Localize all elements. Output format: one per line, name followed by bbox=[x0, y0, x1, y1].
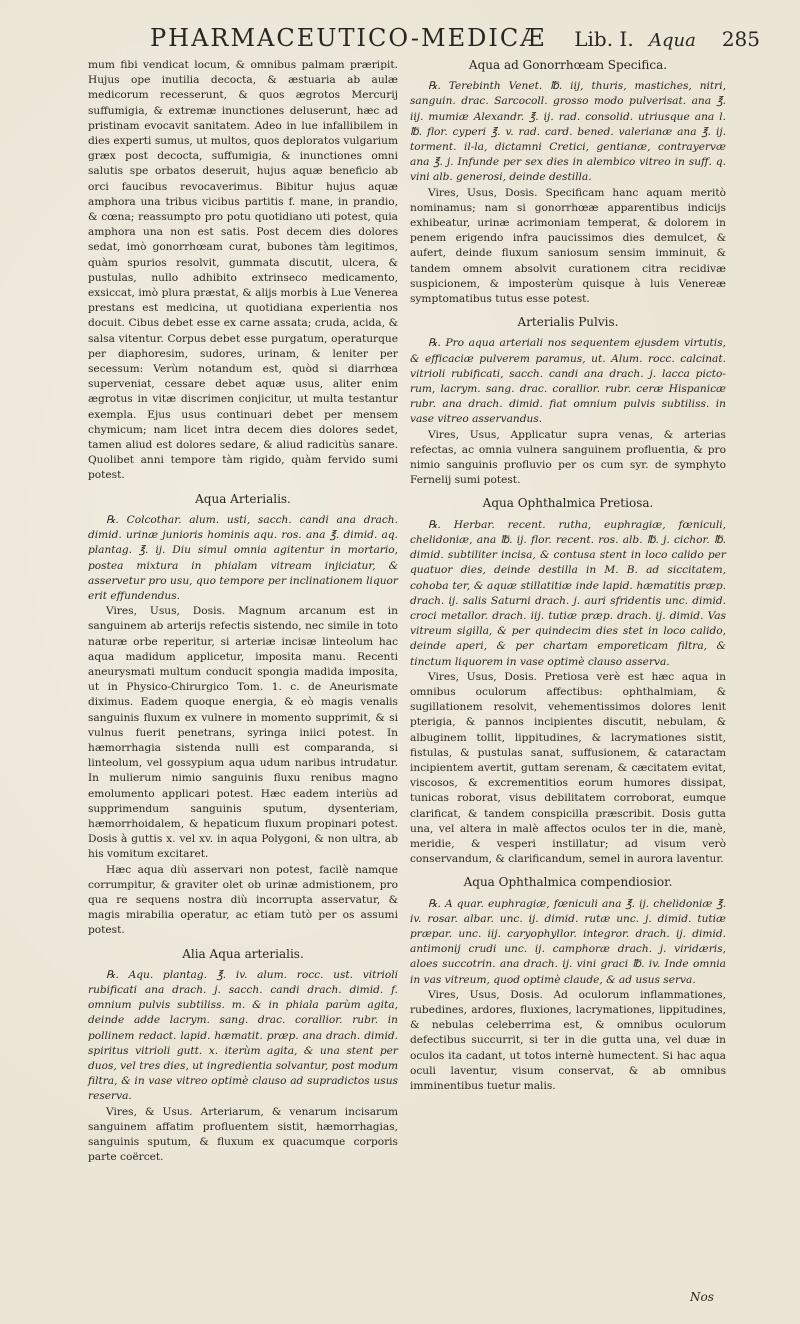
section-heading: Aqua Ophthalmica compendiosior. bbox=[463, 875, 673, 890]
paragraph: Vires, Usus, Dosis. Specificam hanc aquam meritò nominamus; nam si gonorrhœæ apparentibus indicijs exhibeatur, urinæ acrimoniam temperat, & dolorem in penem erigendo infra paucissimos dies demulcet, & aufert, deinde fluxum saniosum sensim imminuit, & tandem omnem absolvit curationem citra recidivæ suspicionem, & imposterùm quisque à luis Venereæ symptomatibus tutus esse potest. bbox=[410, 186, 726, 306]
section-heading: Alia Aqua arterialis. bbox=[182, 946, 304, 961]
left-column bbox=[88, 58, 398, 1165]
page-number: 285 bbox=[721, 27, 760, 51]
running-title: PHARMACEUTICO-MEDICÆ bbox=[150, 24, 547, 52]
recipe-paragraph: ℞. A quar. euphragiæ, fœniculi ana ℥. ij. chelidoniæ ℥. iv. rosar. albar. unc. ij. dimid. rutæ unc. j. dimid. tutiæ præpar. unc. iij. caryophyllor. integror. drach. ij. dimid. antimonij crudi unc. ij. camphoræ drach. j. viridæris, aloes succotrin. ana drach. ij. vini graci ℔. iv. Inde omnia in vas vitreum, quod optimè claude, & ad usus serva. bbox=[410, 897, 726, 986]
section-heading: Aqua Arterialis. bbox=[195, 491, 291, 506]
recipe-paragraph: ℞. Pro aqua arteriali nos sequentem ejusdem virtutis, & efficaciæ pulverem paramus, ut. Alum. rocc. calcinat. vitrioli rubificati, sacch. candi ana drach. j. lacca picto-rum, lacrym. sang. drac. corallior. rubr. ceræ Hispanicæ rubr. ana drach. dimid. fiat omnium pulvis subtiliss. in vase vitreo asservandus. bbox=[410, 337, 726, 426]
paragraph: mum fibi vendicat locum, & omnibus palmam præripit. Hujus ope inutilia decocta, & æstuaria ab aulæ medicorum recesserunt, & quos ægrotos Mercurij suffumigia, & extremæ inunctiones deluserunt, hæc ad pristinam evocavit sanitatem. Adeo in lue infallibilem in dies experti sumus, ut multos, quos deploratos vulgarium græx post decocta, suffumigia, & inunctiones omni salutis spe orbatos deseruit, hujus aquæ beneficio ab orci faucibus revocaverimus. Bibitur hujus aquæ amphora una tribus vicibus partitis f. mane, in prandio, & cœna; reassumpto pro potu quotidiano uti potest, quia amphora una non est satis. Post decem dies dolores sedat, imò gonorrhœam curat, bubones tàm legitimos, quàm spurios resolvit, gummata discutit, ulcera, & pustulas, nullo adhibito extrinseco medicamento, exsiccat, imò plura præstat, & alijs morbis à Lue Venerea prestans est medicina, ut quotidiana experientia nos docuit. Cibus debet esse ex carne assata; cruda, acida, & salsa vitentur. Corpus debet esse purgatum, operaturque per diaphoresim, sudores, urinam, & leniter per secessum: Verùm notandum est, quòd si diarrhœa superveniat, cessare debet aquæ usus, aliter enim ægrotus in vitæ discrimen conjicitur, ut multa testantur exempla. Ejus usus continuari debet per mensem chymicum; nam licet intra decem dies dolores sedet, tamen aliud est dolores sedare, & aliud radicitùs sanare. Quolibet anni tempore tàm rigido, quàm fervido sumi potest. bbox=[88, 59, 398, 482]
right-column bbox=[410, 58, 726, 1094]
running-header bbox=[150, 24, 760, 58]
paragraph: Vires, Usus, Dosis. Pretiosa verè est hæc aqua in omnibus oculorum affectibus: ophthalmiam, & sugillationem resolvit, vehementissimos dolores lenit pterigia, & pannos incipientes discutit, nebulam, & albuginem tollit, lippitudines, & lacrymationes sistit, fistulas, & pustulas sanat, suffusionem, & cataractam incipientem avertit, guttam serenam, & cæcitatem evitat, viscosos, & excrementitios eorum humores dissipat, tunicas roborat, visus debilitatem corroborat, eumque clarificat, & tandem conspicilla præscribit. Dosis gutta una, vel altera in malè affectos oculos ter in die, manè, meridie, & vesperi instillatur; ad visum verò conservandum, & clarificandum, semel in aurora laventur. bbox=[410, 670, 726, 866]
paragraph: Vires, & Usus. Arteriarum, & venarum incisarum sanguinem affatim profluentem sistit, hæmorrhagias, sanguinis sputum, & fluxum ex quacumque corporis parte coërcet. bbox=[88, 1105, 398, 1164]
section-heading: Aqua ad Gonorrhœam Specifica. bbox=[468, 58, 668, 72]
recipe-paragraph: ℞. Herbar. recent. rutha, euphragiæ, fœniculi, chelidoniæ, ana ℔. ij. flor. recent. ros. alb. ℔. j. cichor. ℔. dimid. subtiliter incisa, & contusa stent in loco calido per quatuor dies, deinde destilla in M. B. ad siccitatem, cohoba ter, & aquæ stillatitiæ inde lapid. hæmatitis præp. drach. ij. salis Saturni drach. j. auri sfridentis unc. dimid. croci metallor. drach. iij. tutiæ præp. drach. ij. dimid. Vas vitreum sigilla, & per quindecim dies stet in loco calido, deinde aperi, & per chartam emporeticam filtra, & tinctum liquorem in vase optimè clauso asserva. bbox=[410, 518, 726, 668]
paragraph: Vires, Usus, Applicatur supra venas, & arterias refectas, ac omnia vulnera sanguinem profluentia, & pro nimio sanguinis profluvio per os cum syr. de symphyto Fernelij sumi potest. bbox=[410, 428, 726, 487]
paragraph: Vires, Usus, Dosis. Magnum arcanum est in sanguinem ab arterijs refectis sistendo, nec simile in toto naturæ orbe reperitur, si arteriæ incisæ linteolum hac aqua madidum applicetur, imposita manu. Recenti aneurysmati multum conducit spongia madida imposita, ut in Physico-Chirurgico Tom. 1. c. de Aneurismate diximus. Eadem quoque energia, & eò magis venalis sanguinis fluxum ex vulnere in momento supprimit, & si vulnus fuerit penetrans, syringa iniici potest. In hæmorrhagia sistenda nulli est comparanda, si linteolum, vel gossypium aqua udum naribus intrudatur. In mulierum nimio sanguinis fluxu renibus magno emolumento applicari potest. Hæc eadem interiùs ad supprimendum sanguinis sputum, dysenteriam, hæmorrhoidalem, & hepaticum fluxum propinari potest. Dosis à guttis x. vel xv. in aqua Polygoni, & non ultra, ab his vomitum excitaret. bbox=[88, 605, 398, 861]
section-label: Aqua bbox=[648, 30, 696, 51]
paragraph: Hæc aqua diù asservari non potest, facilè namque corrumpitur, & graviter olet ob urinæ admistionem, pro qua re sequens nostra diù incorrupta asservatur, & magis mirabilia operatur, ac etiam tutò per os assumi potest. bbox=[88, 863, 398, 937]
recipe-paragraph: ℞. Aqu. plantag. ℥. iv. alum. rocc. ust. vitrioli rubificati ana drach. j. sacch. candi drach. dimid. f. omnium pulvis subtiliss. m. & in phiala parùm agita, deinde adde lacrym. sang. drac. corallior. rubr. in pollinem redact. lapid. hæmatit. præp. ana drach. dimid. spiritus vitrioli gutt. x. iterùm agita, & una stent per duos, vel tres dies, ut ingredientia solvantur, post modum filtra, & in vase vitreo optimè clauso ad supradictos usus reserva. bbox=[88, 968, 398, 1103]
recipe-paragraph: ℞. Terebinth Venet. ℔. iij, thuris, mastiches, nitri, sanguin. drac. Sarcocoll. grosso modo pulverisat. ana ℥. iij. mumiæ Alexandr. ℥. ij. rad. consolid. utriusque ana l. ℔. flor. cyperi ℥. v. rad. card. bened. valerianæ ana ℥. ij. torment. il-la, dictamni Cretici, gentianæ, contrayervæ ana ℥. j. Infunde per sex dies in alembico vitreo in suff. q. vini alb. generosi, deinde destilla. bbox=[410, 80, 726, 184]
recipe-paragraph: ℞. Colcothar. alum. usti, sacch. candi ana drach. dimid. urinæ junioris hominis aqu. ros. ana ℥. dimid. aq. plantag. ℥. ij. Diu simul omnia agitentur in mortario, postea mixtura in phialam vitream injiciatur, & asservetur pro usu, quo tempore per inclinationem liquor erit effundendus. bbox=[88, 513, 398, 602]
catchword: Nos bbox=[690, 1290, 714, 1304]
book-number: Lib. I. bbox=[574, 27, 634, 51]
paragraph: Vires, Usus, Dosis. Ad oculorum inflammationes, rubedines, ardores, fluxiones, lacrymationes, lippitudines, & nebulas celeberrima est, & omnibus oculorum defectibus succurrit, si ter in die gutta una, vel duæ in oculos ita cadant, ut totos internè humectent. Si hac aqua oculi laventur, visum conservat, & ab omnibus imminentibus tuetur malis. bbox=[410, 988, 726, 1092]
section-heading: Arterialis Pulvis. bbox=[517, 315, 619, 330]
section-heading: Aqua Ophthalmica Pretiosa. bbox=[482, 496, 654, 511]
